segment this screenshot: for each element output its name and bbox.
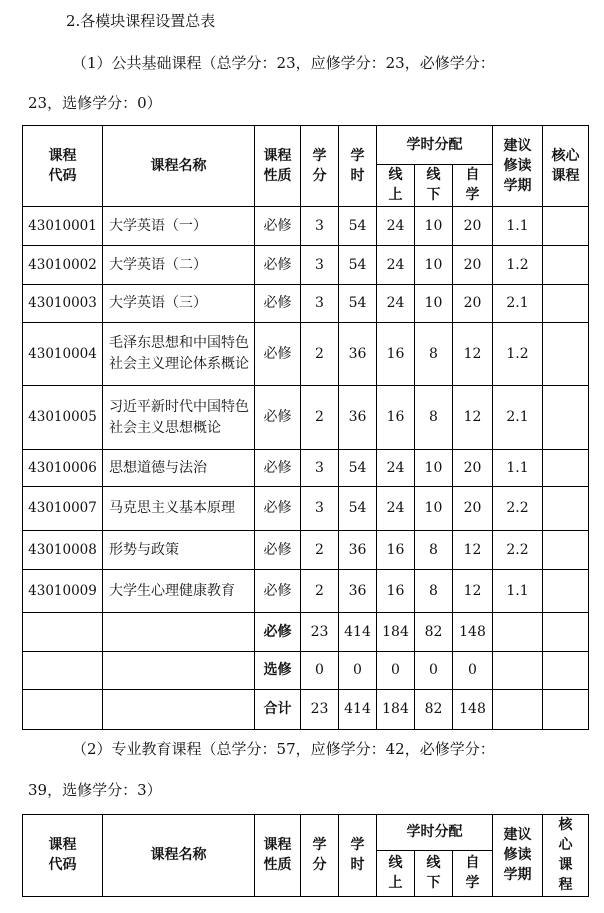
course-credit: 3 [301,246,339,285]
course-semester: 2.2 [493,487,543,531]
summary-offline: 0 [415,652,453,690]
course-offline: 10 [415,450,453,487]
course-credit: 3 [301,285,339,323]
course-core [543,246,589,285]
summary-offline: 82 [415,613,453,652]
summary-online: 0 [377,652,415,690]
course-self: 20 [453,246,493,285]
summary-online: 184 [377,613,415,652]
course-semester: 2.1 [493,285,543,323]
public-intro-line2: 23，选修学分：0） [28,94,162,112]
course-offline: 8 [415,570,453,613]
course-core [543,386,589,450]
course-core [543,450,589,487]
summary-label: 选修 [255,652,301,690]
header-dist: 学时分配 [377,126,493,165]
course-core [543,487,589,531]
header-credit: 学分 [301,126,339,207]
summary-label: 合计 [255,690,301,730]
course-semester: 1.2 [493,246,543,285]
course-code: 43010003 [23,285,103,323]
section-title: 2.各模块课程设置总表 [66,12,216,30]
course-self: 12 [453,531,493,570]
course-nature: 必修 [255,207,301,246]
header-semester: 建议修读学期 [493,815,543,897]
summary-credit: 23 [301,690,339,730]
course-code: 43010009 [23,570,103,613]
table-row [23,323,589,386]
summary-self: 0 [453,652,493,690]
course-hours: 36 [339,323,377,386]
course-hours: 36 [339,570,377,613]
course-semester: 1.2 [493,323,543,386]
public-course-table [22,125,589,730]
course-hours: 54 [339,246,377,285]
course-credit: 2 [301,386,339,450]
course-nature: 必修 [255,531,301,570]
course-nature: 必修 [255,285,301,323]
course-self: 20 [453,487,493,531]
table-row [23,487,589,531]
summary-label: 必修 [255,613,301,652]
course-online: 16 [377,570,415,613]
course-name: 习近平新时代中国特色社会主义思想概论 [103,386,255,450]
summary-self: 148 [453,690,493,730]
course-credit: 2 [301,531,339,570]
course-nature: 必修 [255,386,301,450]
course-semester: 1.1 [493,570,543,613]
course-offline: 8 [415,323,453,386]
course-name: 大学生心理健康教育 [103,570,255,613]
course-self: 12 [453,570,493,613]
course-code: 43010007 [23,487,103,531]
course-online: 24 [377,487,415,531]
course-code: 43010004 [23,323,103,386]
header-hours: 学时 [339,815,377,897]
summary-credit: 23 [301,613,339,652]
course-offline: 10 [415,487,453,531]
course-nature: 必修 [255,487,301,531]
table-row [23,207,589,246]
course-credit: 3 [301,207,339,246]
header-name: 课程名称 [103,126,255,207]
header-core: 核心课程 [543,126,589,207]
course-name: 大学英语（一） [103,207,255,246]
table-row [23,531,589,570]
professional-course-table [22,814,589,897]
course-hours: 54 [339,207,377,246]
course-online: 24 [377,246,415,285]
course-offline: 10 [415,285,453,323]
course-self: 20 [453,450,493,487]
summary-online: 184 [377,690,415,730]
course-offline: 10 [415,246,453,285]
course-name: 思想道德与法治 [103,450,255,487]
course-self: 12 [453,386,493,450]
course-name: 形势与政策 [103,531,255,570]
course-name: 毛泽东思想和中国特色社会主义理论体系概论 [103,323,255,386]
header-semester: 建议修读学期 [493,126,543,207]
course-online: 16 [377,531,415,570]
course-core [543,531,589,570]
course-online: 24 [377,285,415,323]
course-core [543,207,589,246]
course-credit: 3 [301,487,339,531]
course-offline: 8 [415,386,453,450]
header-offline: 线下 [415,165,453,207]
summary-hours: 414 [339,613,377,652]
course-hours: 36 [339,531,377,570]
course-credit: 3 [301,450,339,487]
course-name: 大学英语（二） [103,246,255,285]
course-online: 24 [377,450,415,487]
course-nature: 必修 [255,450,301,487]
summary-row-elective [23,652,589,690]
course-credit: 2 [301,570,339,613]
public-intro-line1: （1）公共基础课程（总学分：23，应修学分：23，必修学分： [72,54,495,72]
course-hours: 54 [339,285,377,323]
course-offline: 8 [415,531,453,570]
course-online: 24 [377,207,415,246]
header-online: 线上 [377,165,415,207]
course-code: 43010001 [23,207,103,246]
course-code: 43010002 [23,246,103,285]
summary-credit: 0 [301,652,339,690]
course-name: 马克思主义基本原理 [103,487,255,531]
course-semester: 2.1 [493,386,543,450]
course-credit: 2 [301,323,339,386]
header-self: 自学 [453,165,493,207]
summary-offline: 82 [415,690,453,730]
summary-hours: 0 [339,652,377,690]
course-semester: 2.2 [493,531,543,570]
header-self: 自学 [453,851,493,897]
professional-intro-line1: （2）专业教育课程（总学分：57，应修学分：42，必修学分： [72,740,495,758]
course-nature: 必修 [255,323,301,386]
course-self: 20 [453,207,493,246]
course-core [543,285,589,323]
course-core [543,570,589,613]
header-offline: 线下 [415,851,453,897]
header-online: 线上 [377,851,415,897]
course-online: 16 [377,386,415,450]
professional-intro-line2: 39，选修学分：3） [28,781,162,799]
course-online: 16 [377,323,415,386]
course-name: 大学英语（三） [103,285,255,323]
course-code: 43010005 [23,386,103,450]
table-row [23,285,589,323]
course-code: 43010006 [23,450,103,487]
course-hours: 36 [339,386,377,450]
course-nature: 必修 [255,570,301,613]
header-nature: 课程性质 [255,815,301,897]
course-nature: 必修 [255,246,301,285]
summary-self: 148 [453,613,493,652]
summary-row-required [23,613,589,652]
course-code: 43010008 [23,531,103,570]
course-semester: 1.1 [493,207,543,246]
header-hours: 学时 [339,126,377,207]
table-row [23,386,589,450]
course-self: 20 [453,285,493,323]
course-hours: 54 [339,450,377,487]
course-offline: 10 [415,207,453,246]
header-credit: 学分 [301,815,339,897]
header-code: 课程代码 [23,126,103,207]
table-row [23,246,589,285]
header-code: 课程代码 [23,815,103,897]
header-core: 核心课程 [543,815,589,897]
summary-hours: 414 [339,690,377,730]
table-row [23,450,589,487]
course-self: 12 [453,323,493,386]
course-hours: 54 [339,487,377,531]
course-core [543,323,589,386]
table-row [23,570,589,613]
header-name: 课程名称 [103,815,255,897]
header-nature: 课程性质 [255,126,301,207]
summary-row-total [23,690,589,730]
header-dist: 学时分配 [377,815,493,851]
course-semester: 1.1 [493,450,543,487]
